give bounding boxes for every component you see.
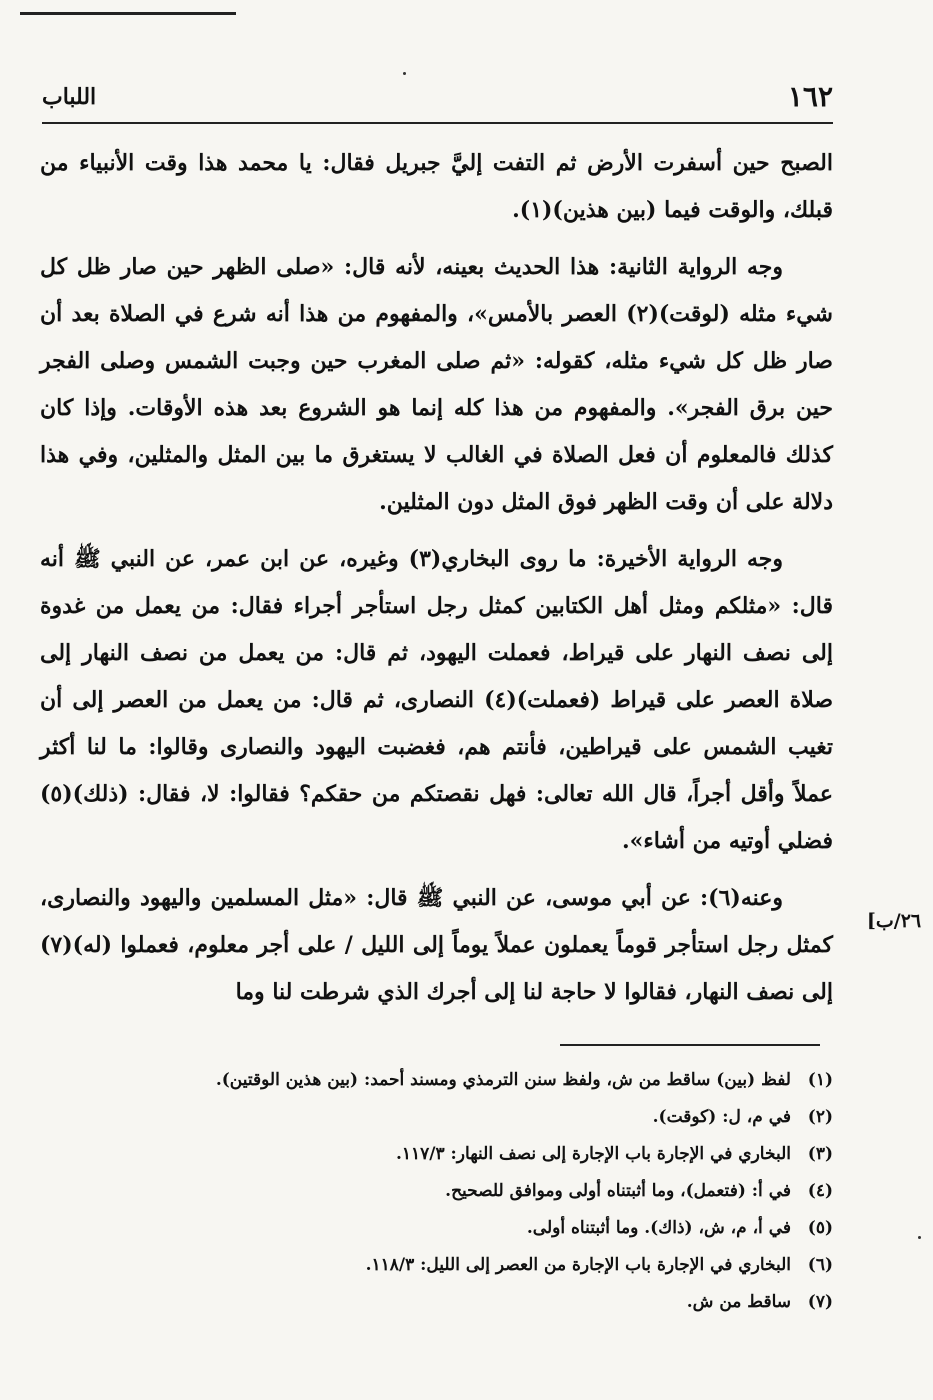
footnote — [120, 1136, 833, 1173]
header-rule — [42, 122, 833, 124]
paragraph-4: وعنه(٦): عن أبي موسى، عن النبي ﷺ قال: «مثل المسلمين واليهود والنصارى، كمثل رجل استأجر قوماً يعملون عملاً يوماً إلى الليل / على أجر معلوم، فعملوا (له)(٧) إلى نصف النهار، فقالوا لا حاجة لنا إلى أجرك الذي شرطت لنا وما — [40, 885, 833, 1005]
page-header — [42, 80, 833, 120]
footnote-text: في م، ل: (كوقت). — [652, 1107, 791, 1127]
footnote-number: (٥) — [807, 1218, 833, 1238]
footnote-number: (٣) — [807, 1144, 833, 1164]
footnote-text: لفظ (بين) ساقط من ش، ولفظ سنن الترمذي ومسند أحمد: (بين هذين الوقتين). — [215, 1070, 791, 1090]
footnotes — [120, 1062, 833, 1321]
footnote — [120, 1284, 833, 1321]
footnote-number: (٦) — [807, 1255, 833, 1275]
footnote-text: البخاري في الإجارة باب الإجارة من العصر إلى الليل: ١١٨/٣. — [365, 1255, 791, 1275]
footnote-text: ساقط من ش. — [686, 1292, 791, 1312]
footnote-text: في أ، م، ش، (ذاك). وما أثبتناه أولى. — [526, 1218, 791, 1238]
footnote-text: في أ: (فتعمل)، وما أثبتناه أولى وموافق للصحيح. — [445, 1181, 791, 1201]
footnote-number: (٧) — [807, 1292, 833, 1312]
footnote — [120, 1247, 833, 1284]
paragraph-3: وجه الرواية الأخيرة: ما روى البخاري(٣) وغيره، عن ابن عمر، عن النبي ﷺ أنه قال: «مثلكم ومثل أهل الكتابين كمثل رجل استأجر أجراء فقال: من يعمل من غدوة إلى نصف النهار على قيراط، فعملت اليهود، ثم قال: من يعمل من نصف النهار إلى صلاة العصر على قيراط (فعملت)(٤) النصارى، ثم قال: من يعمل من العصر إلى أن تغيب الشمس على قيراطين، فأنتم هم، فغضبت اليهود والنصارى وقالوا: ما لنا أكثر عملاً وأقل أجراً، قال الله تعالى: فهل نقصتكم من حقكم؟ فقالوا: لا، فقال: (ذلك)(٥) فضلي أوتيه من أشاء». — [40, 546, 834, 854]
footnote-number: (٢) — [807, 1107, 833, 1127]
footnote — [120, 1099, 833, 1136]
page-number: ١٦٢ — [787, 80, 833, 113]
scan-speck — [403, 72, 406, 75]
footnote-number: (٤) — [807, 1181, 833, 1201]
footnote-number: (١) — [807, 1070, 833, 1090]
scan-speck — [918, 1236, 921, 1239]
footnote — [120, 1062, 833, 1099]
footnote-rule — [560, 1044, 820, 1046]
scan-top-rule — [20, 0, 236, 15]
paragraph-1: الصبح حين أسفرت الأرض ثم التفت إليَّ جبريل فقال: يا محمد هذا وقت الأنبياء من قبلك، والوقت فيما (بين هذين)(١). — [40, 150, 833, 223]
footnote-text: البخاري في الإجارة باب الإجارة إلى نصف النهار: ١١٧/٣. — [395, 1144, 791, 1164]
footnote — [120, 1210, 833, 1247]
main-text — [40, 140, 833, 1026]
footnote — [120, 1173, 833, 1210]
running-title: اللباب — [42, 84, 97, 110]
paragraph-2: وجه الرواية الثانية: هذا الحديث بعينه، لأنه قال: «صلى الظهر حين صار ظل كل شيء مثله (لوقت)(٢) العصر بالأمس»، والمفهوم من هذا أنه شرع في الصلاة بعد أن صار ظل كل شيء مثله، كقوله: «ثم صلى المغرب حين وجبت الشمس وصلى الفجر حين برق الفجر». والمفهوم من هذا كله إنما هو الشروع بعد هذه الأوقات. وإذا كان كذلك فالمعلوم أن فعل الصلاة في الغالب لا يستغرق ما بين المثل والمثلين، وفي هذا دلالة على أن وقت الظهر فوق المثل دون المثلين. — [40, 254, 833, 515]
manuscript-folio-note: ٢٦/ب] — [866, 910, 922, 932]
